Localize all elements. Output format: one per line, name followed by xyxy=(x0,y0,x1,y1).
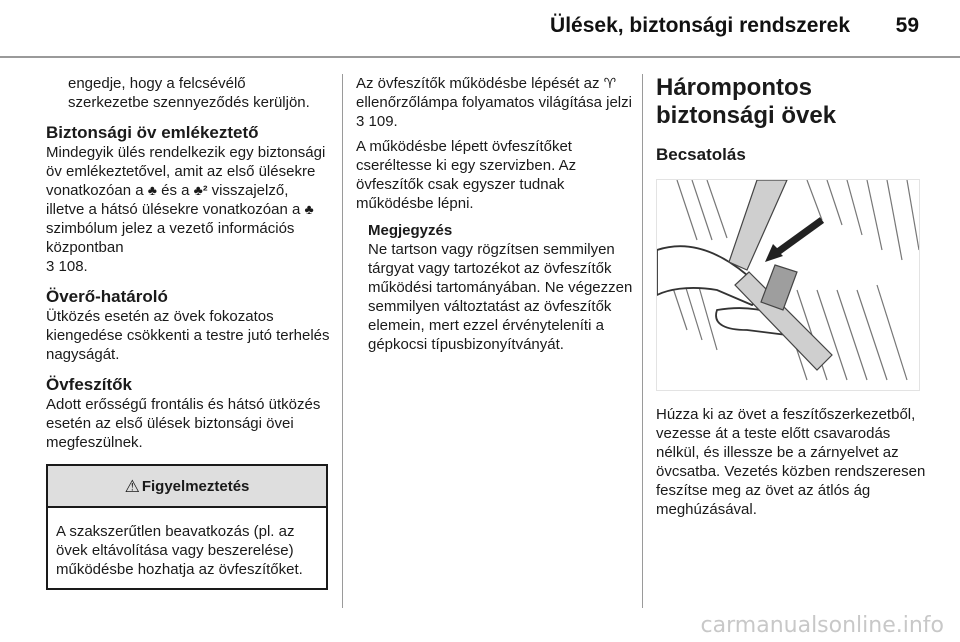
note-block xyxy=(356,221,636,354)
header-divider xyxy=(0,56,960,58)
replacement-paragraph: A működésbe lépett övfeszítőket cseréltesse ki egy szervizben. Az övfeszítők csak egyszer tudnak működésbe lépni. xyxy=(356,138,577,212)
reminder-text-3: visszajelző, illetve a hátsó ülésekre vonatkozóan a xyxy=(46,182,301,218)
reminder-text-4: szimbólum jelez a vezető információs központban xyxy=(46,220,295,256)
pretensioner-lamp-paragraph xyxy=(356,74,636,131)
lamp-text-b: ellenőrzőlámpa folyamatos világítása jelzi xyxy=(356,94,632,111)
column-divider-2 xyxy=(642,74,643,608)
seatbelt-front-icon: ♣ xyxy=(147,182,157,198)
seatbelt-rear-icon: ♣² xyxy=(193,182,208,198)
direction-arrow-shaft xyxy=(775,220,822,254)
reminder-paragraph xyxy=(46,143,330,276)
limiter-heading: Överő-határoló xyxy=(46,287,168,306)
column-2 xyxy=(356,74,636,354)
fastening-subheading: Becsatolás xyxy=(656,145,746,164)
warning-triangle-icon: ⚠ xyxy=(124,476,140,496)
reminder-text-2: és a xyxy=(161,182,190,199)
fastening-instructions: Húzza ki az övet a feszítőszerkezetből, vezesse át a teste előtt csavarodás nélkül, és illessze be a zárnyelvet az övcsatba. Vezetés közben rendszeresen feszítse meg az övet az átlós ág meghúzásával. xyxy=(656,406,926,518)
reference-arrow-icon: 3 xyxy=(46,258,55,275)
note-text: Ne tartson vagy rögzítsen semmilyen tárgyat vagy tartozékot az övfeszítők működési tartományában. Ne végezzen semmilyen változtatást az övfeszítők elemein, mert ezzel érvényteleníti a gépkocsi típusbizonyítványát. xyxy=(368,241,633,353)
page-title: Ülések, biztonsági rendszerek xyxy=(550,14,850,37)
seatbelt-illustration xyxy=(656,179,920,391)
warning-box xyxy=(46,464,328,590)
lamp-text-a: Az övfeszítők működésbe lépését az xyxy=(356,75,600,92)
warning-title: Figyelmeztetés xyxy=(141,477,250,495)
seatbelt-drawing xyxy=(657,180,919,390)
page-number: 59 xyxy=(895,14,919,37)
column-1 xyxy=(46,74,330,590)
note-title: Megjegyzés xyxy=(368,222,453,239)
seatbelt-rear-single-icon: ♣ xyxy=(304,201,314,217)
pretensioner-heading: Övfeszítők xyxy=(46,375,132,394)
limiter-paragraph: Ütközés esetén az övek fokozatos kiengedése csökkenti a testre jutó terhelés nagyságát. xyxy=(46,308,330,363)
reference-arrow-icon: 3 xyxy=(356,113,365,130)
lamp-page-ref[interactable]: 109. xyxy=(368,113,398,130)
warning-header xyxy=(48,466,326,508)
pretensioner-lamp-icon: ♈ xyxy=(603,75,617,91)
section-heading: Hárompontos biztonsági övek xyxy=(656,74,837,129)
column-divider-1 xyxy=(342,74,343,608)
warning-body: A szakszerűtlen beavatkozás (pl. az övek eltávolítása vagy beszerelése) működésbe hozhatja az övfeszítőket. xyxy=(56,523,303,578)
reminder-heading: Biztonsági öv emlékeztető xyxy=(46,123,259,142)
column-3 xyxy=(656,74,926,519)
reminder-page-ref[interactable]: 108. xyxy=(58,258,88,275)
pretensioner-paragraph: Adott erősségű frontális és hátsó ütközés esetén az első ülések biztonsági övei megfeszülnek. xyxy=(46,396,321,451)
reminder-text-1: Mindegyik ülés rendelkezik egy biztonsági öv emlékeztetővel, amit az első ülésekre vonatkozóan a xyxy=(46,144,326,199)
intro-paragraph: engedje, hogy a felcsévélő szerkezetbe szennyeződés kerüljön. xyxy=(68,75,310,111)
watermark: carmanualsonline.info xyxy=(700,613,944,638)
